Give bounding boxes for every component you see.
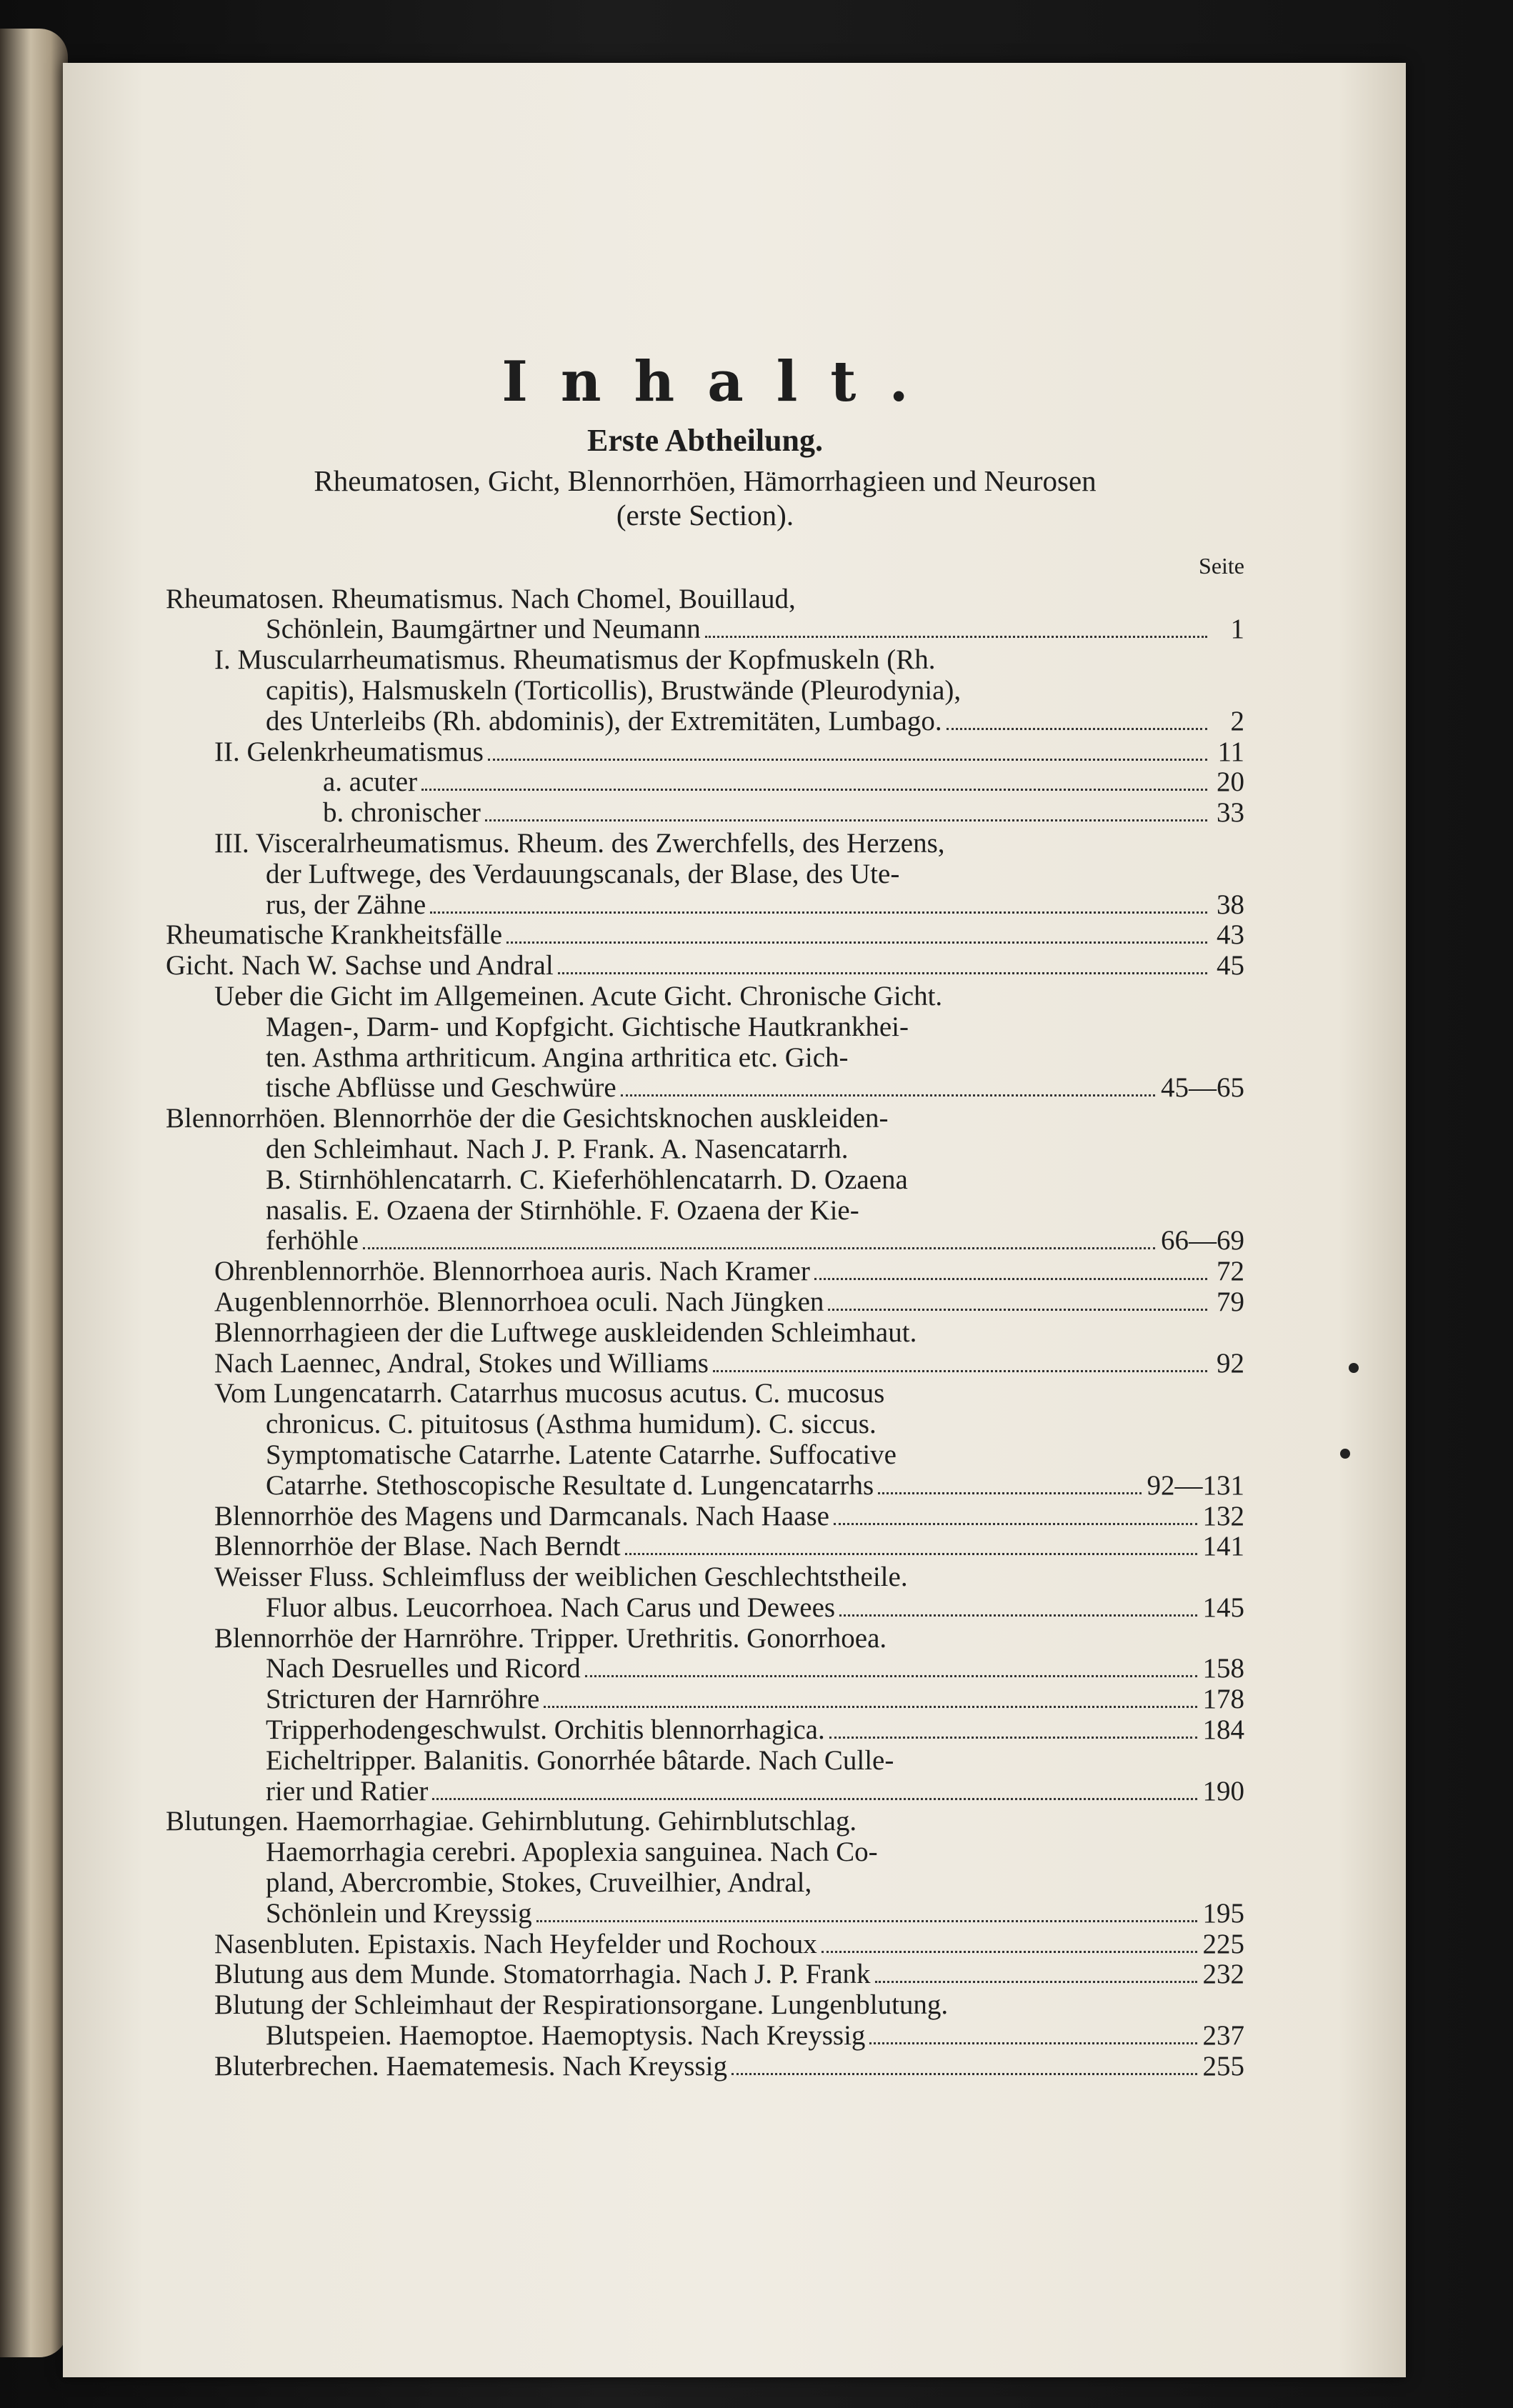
page-number: 33 (1217, 797, 1244, 829)
toc-entry-last-line (166, 1899, 1244, 1929)
toc-entry-line: den Schleimhaut. Nach J. P. Frank. A. Nasencatarrh. (266, 1133, 849, 1164)
toc-entry (166, 1959, 1244, 1990)
toc-entry-line: Eicheltripper. Balanitis. Gonorrhée bâtarde. Nach Culle- (266, 1744, 894, 1776)
toc-entry-text: Fluor albus. Leucorrhoea. Nach Carus und Dewees (266, 1592, 836, 1623)
toc-entry-line: Blennorrhagieen der die Luftwege auskleidenden Schleimhaut. (214, 1317, 917, 1348)
page-number: 2 (1230, 705, 1244, 736)
toc-entry (166, 2052, 1244, 2082)
toc-entry-line: Rheumatosen. Rheumatismus. Nach Chomel, Bouillaud, (166, 583, 796, 614)
toc-entry (166, 1929, 1244, 1960)
toc-entry-last-line (166, 767, 1244, 798)
page-number: 45—65 (1161, 1072, 1244, 1104)
page-number: 66—69 (1161, 1225, 1244, 1257)
toc-entry-text: Blennorrhöe der Blase. Nach Berndt (214, 1531, 621, 1562)
page-number: 225 (1202, 1928, 1244, 1959)
toc-entry (166, 737, 1244, 768)
toc-entry-last-line (166, 2052, 1244, 2082)
page-number: 11 (1217, 736, 1244, 767)
toc-entry-line: B. Stirnhöhlencatarrh. C. Kieferhöhlencatarrh. D. Ozaena (266, 1164, 908, 1195)
dot-leader (947, 728, 1207, 730)
toc-entry-last-line (166, 1959, 1244, 1990)
toc-entry-text: Nach Desruelles und Ricord (266, 1653, 581, 1684)
toc-entry (166, 798, 1244, 829)
toc-entry-last-line (166, 614, 1244, 645)
page-number: 72 (1217, 1256, 1244, 1287)
toc-entry-line: Blennorrhöen. Blennorrhöe der die Gesichtsknochen auskleiden- (166, 1103, 889, 1134)
page-column-label: Seite (1199, 552, 1244, 579)
dot-leader (506, 941, 1207, 944)
dot-leader (558, 972, 1207, 974)
toc-entry-text: rier und Ratier (266, 1775, 429, 1807)
toc-entry (166, 1532, 1244, 1562)
toc-entry (166, 1104, 1244, 1257)
page-number: 20 (1217, 766, 1244, 798)
toc-entry-last-line (166, 1349, 1244, 1379)
toc-entry (166, 1807, 1244, 1929)
toc-entry (166, 645, 1244, 736)
dot-leader (430, 911, 1207, 914)
toc-entry-text: Bluterbrechen. Haematemesis. Nach Kreyssig (214, 2050, 727, 2082)
dot-leader (828, 1309, 1207, 1311)
toc-entry-last-line (166, 1684, 1244, 1715)
toc-entry-text: Schönlein, Baumgärtner und Neumann (266, 614, 701, 645)
toc-entry (166, 1379, 1244, 1501)
toc-entry-text: Nasenbluten. Epistaxis. Nach Heyfelder und Rochoux (214, 1928, 817, 1959)
toc-entry-text: b. chronischer (323, 797, 481, 829)
toc-entry-text: rus, der Zähne (266, 889, 426, 920)
toc-entry-line: Blennorrhöe der Harnröhre. Tripper. Urethritis. Gonorrhoea. (214, 1622, 887, 1654)
toc-entry-last-line (166, 1287, 1244, 1318)
section-heading: Erste Abtheilung. (586, 423, 824, 458)
toc-entry-last-line (166, 1257, 1244, 1287)
toc-entry-line: der Luftwege, des Verdauungscanals, der Blase, des Ute- (266, 858, 900, 889)
dot-leader (421, 789, 1207, 791)
toc-entry-text: Gicht. Nach W. Sachse und Andral (166, 950, 554, 981)
page-number: 132 (1202, 1500, 1244, 1532)
dot-leader (834, 1523, 1197, 1525)
toc-entry-text: Blutung aus dem Munde. Stomatorrhagia. Nach J. P. Frank (214, 1959, 871, 1990)
toc-entry-last-line (166, 798, 1244, 829)
toc-entry-line: Haemorrhagia cerebri. Apoplexia sanguinea. Nach Co- (266, 1837, 878, 1868)
page-number: 92—131 (1147, 1469, 1244, 1501)
dot-leader (536, 1920, 1197, 1922)
toc-entry-text: tische Abflüsse und Geschwüre (266, 1072, 616, 1104)
toc-entry-text: Blennorrhöe des Magens und Darmcanals. Nach Haase (214, 1500, 829, 1532)
toc-entry-line: Blutungen. Haemorrhagiae. Gehirnblutung. Gehirnblutschlag. (166, 1806, 857, 1837)
toc-entry-text: a. acuter (323, 766, 418, 798)
page-number: 141 (1202, 1531, 1244, 1562)
toc-entry-line: ten. Asthma arthriticum. Angina arthritica etc. Gich- (266, 1041, 849, 1073)
toc-entry (166, 1562, 1244, 1624)
toc-entry (166, 767, 1244, 798)
toc-entry (166, 920, 1244, 951)
page-number: 79 (1217, 1286, 1244, 1317)
page-number: 145 (1202, 1592, 1244, 1623)
toc-entry-last-line (166, 1226, 1244, 1257)
toc-entry-text: Tripperhodengeschwulst. Orchitis blennorrhagica. (266, 1714, 825, 1746)
page-number: 1 (1230, 614, 1244, 645)
dot-leader (829, 1737, 1197, 1739)
toc-entry-text: Stricturen der Harnröhre (266, 1684, 540, 1715)
page-number: 232 (1202, 1959, 1244, 1990)
dot-leader (621, 1094, 1155, 1096)
toc-entry (166, 1318, 1244, 1379)
toc-entry-line: pland, Abercrombie, Stokes, Cruveilhier, Andral, (266, 1867, 812, 1899)
toc-entry-last-line (166, 1715, 1244, 1746)
dot-leader (822, 1951, 1197, 1953)
toc-entry-last-line (166, 1532, 1244, 1562)
toc-entry-text: ferhöhle (266, 1225, 359, 1257)
page-number: 38 (1217, 889, 1244, 920)
toc-entry-last-line (166, 1929, 1244, 1960)
toc-entry (166, 981, 1244, 1104)
toc-entry (166, 1257, 1244, 1287)
toc-entry (166, 1684, 1244, 1715)
toc-entry (166, 951, 1244, 981)
page-number: 92 (1217, 1347, 1244, 1379)
toc-entry-line: Blutung der Schleimhaut der Respirationsorgane. Lungenblutung. (214, 1989, 949, 2021)
toc-entry (166, 829, 1244, 920)
toc-entry-text: Rheumatische Krankheitsfälle (166, 919, 503, 951)
toc-entry-text: Nach Laennec, Andral, Stokes und Williams (214, 1347, 709, 1379)
toc-entry-line: Magen-, Darm- und Kopfgicht. Gichtische Hautkrankhei- (266, 1011, 909, 1042)
toc-entry-line: III. Visceralrheumatismus. Rheum. des Zwerchfells, des Herzens, (214, 827, 945, 859)
toc-entry-line: nasalis. E. Ozaena der Stirnhöhle. F. Ozaena der Kie- (266, 1194, 859, 1226)
toc-entry-last-line (166, 1502, 1244, 1532)
toc-entry-text: Blutspeien. Haemoptoe. Haemoptysis. Nach Kreyssig (266, 2020, 866, 2052)
page-title: Inhalt. (501, 349, 942, 414)
toc-entry-last-line (166, 706, 1244, 737)
toc-entry-line: Ueber die Gicht im Allgemeinen. Acute Gicht. Chronische Gicht. (214, 980, 943, 1011)
toc-entry-line: Vom Lungencatarrh. Catarrhus mucosus acutus. C. mucosus (214, 1378, 885, 1409)
dot-leader (585, 1675, 1197, 1677)
toc-entry-last-line (166, 1654, 1244, 1684)
toc-entry-text: Ohrenblennorrhöe. Blennorrhoea auris. Nach Kramer (214, 1256, 810, 1287)
toc-entry-text: Catarrhe. Stethoscopische Resultate d. Lungencatarrhs (266, 1469, 874, 1501)
toc-entry-last-line (166, 1777, 1244, 1807)
section-subtitle-line2: (erste Section). (616, 498, 794, 531)
toc-entry-text: Augenblennorrhöe. Blennorrhoea oculi. Nach Jüngken (214, 1286, 824, 1317)
toc-entries (166, 584, 1244, 2082)
dot-leader (432, 1798, 1197, 1800)
page-number: 255 (1202, 2050, 1244, 2082)
section-subtitle-line1: Rheumatosen, Gicht, Blennorrhöen, Hämorrhagieen und Neurosen (314, 464, 1097, 497)
dot-leader (363, 1247, 1155, 1249)
table-of-contents (166, 350, 1244, 2082)
toc-entry-last-line (166, 1471, 1244, 1502)
page-number: 195 (1202, 1897, 1244, 1929)
toc-entry-last-line (166, 2021, 1244, 2052)
dot-leader (713, 1370, 1207, 1372)
dot-leader (875, 1981, 1197, 1983)
toc-entry (166, 1990, 1244, 2052)
dot-leader (731, 2073, 1197, 2075)
dot-leader (705, 636, 1207, 638)
toc-entry (166, 1746, 1244, 1807)
dot-leader (869, 2042, 1197, 2044)
page-number: 178 (1202, 1684, 1244, 1715)
toc-entry-line: capitis), Halsmuskeln (Torticollis), Brustwände (Pleurodynia), (266, 674, 962, 706)
dot-leader (488, 759, 1207, 761)
toc-entry-text: Schönlein und Kreyssig (266, 1897, 532, 1929)
page-number: 43 (1217, 919, 1244, 951)
toc-entry (166, 1287, 1244, 1318)
dot-leader (839, 1614, 1197, 1617)
toc-entry-last-line (166, 737, 1244, 768)
toc-entry-line: Weisser Fluss. Schleimfluss der weiblichen Geschlechtstheile. (214, 1562, 908, 1593)
ink-spot (1349, 1363, 1359, 1373)
toc-entry-last-line (166, 1073, 1244, 1104)
page-number: 237 (1202, 2020, 1244, 2052)
toc-entry (166, 1624, 1244, 1685)
toc-entry-last-line (166, 890, 1244, 921)
page-number: 190 (1202, 1775, 1244, 1807)
toc-entry-line: Symptomatische Catarrhe. Latente Catarrhe. Suffocative (266, 1439, 897, 1470)
toc-entry-text: des Unterleibs (Rh. abdominis), der Extremitäten, Lumbago. (266, 705, 942, 736)
toc-entry (166, 584, 1244, 646)
toc-entry-last-line (166, 951, 1244, 981)
dot-leader (814, 1278, 1207, 1280)
toc-entry-line: chronicus. C. pituitosus (Asthma humidum). C. siccus. (266, 1409, 877, 1440)
toc-entry (166, 1715, 1244, 1746)
toc-entry-line: I. Muscularrheumatismus. Rheumatismus der Kopfmuskeln (Rh. (214, 644, 936, 676)
dot-leader (544, 1706, 1197, 1708)
toc-entry-text: II. Gelenkrheumatismus (214, 736, 484, 767)
page-number: 158 (1202, 1653, 1244, 1684)
page-number: 184 (1202, 1714, 1244, 1746)
toc-entry (166, 1502, 1244, 1532)
toc-entry-last-line (166, 1593, 1244, 1624)
book-cover-edge (0, 29, 68, 2357)
page-number: 45 (1217, 950, 1244, 981)
dot-leader (625, 1553, 1197, 1555)
ink-spot (1340, 1449, 1350, 1459)
dot-leader (878, 1492, 1141, 1494)
toc-entry-last-line (166, 920, 1244, 951)
dot-leader (485, 819, 1207, 821)
